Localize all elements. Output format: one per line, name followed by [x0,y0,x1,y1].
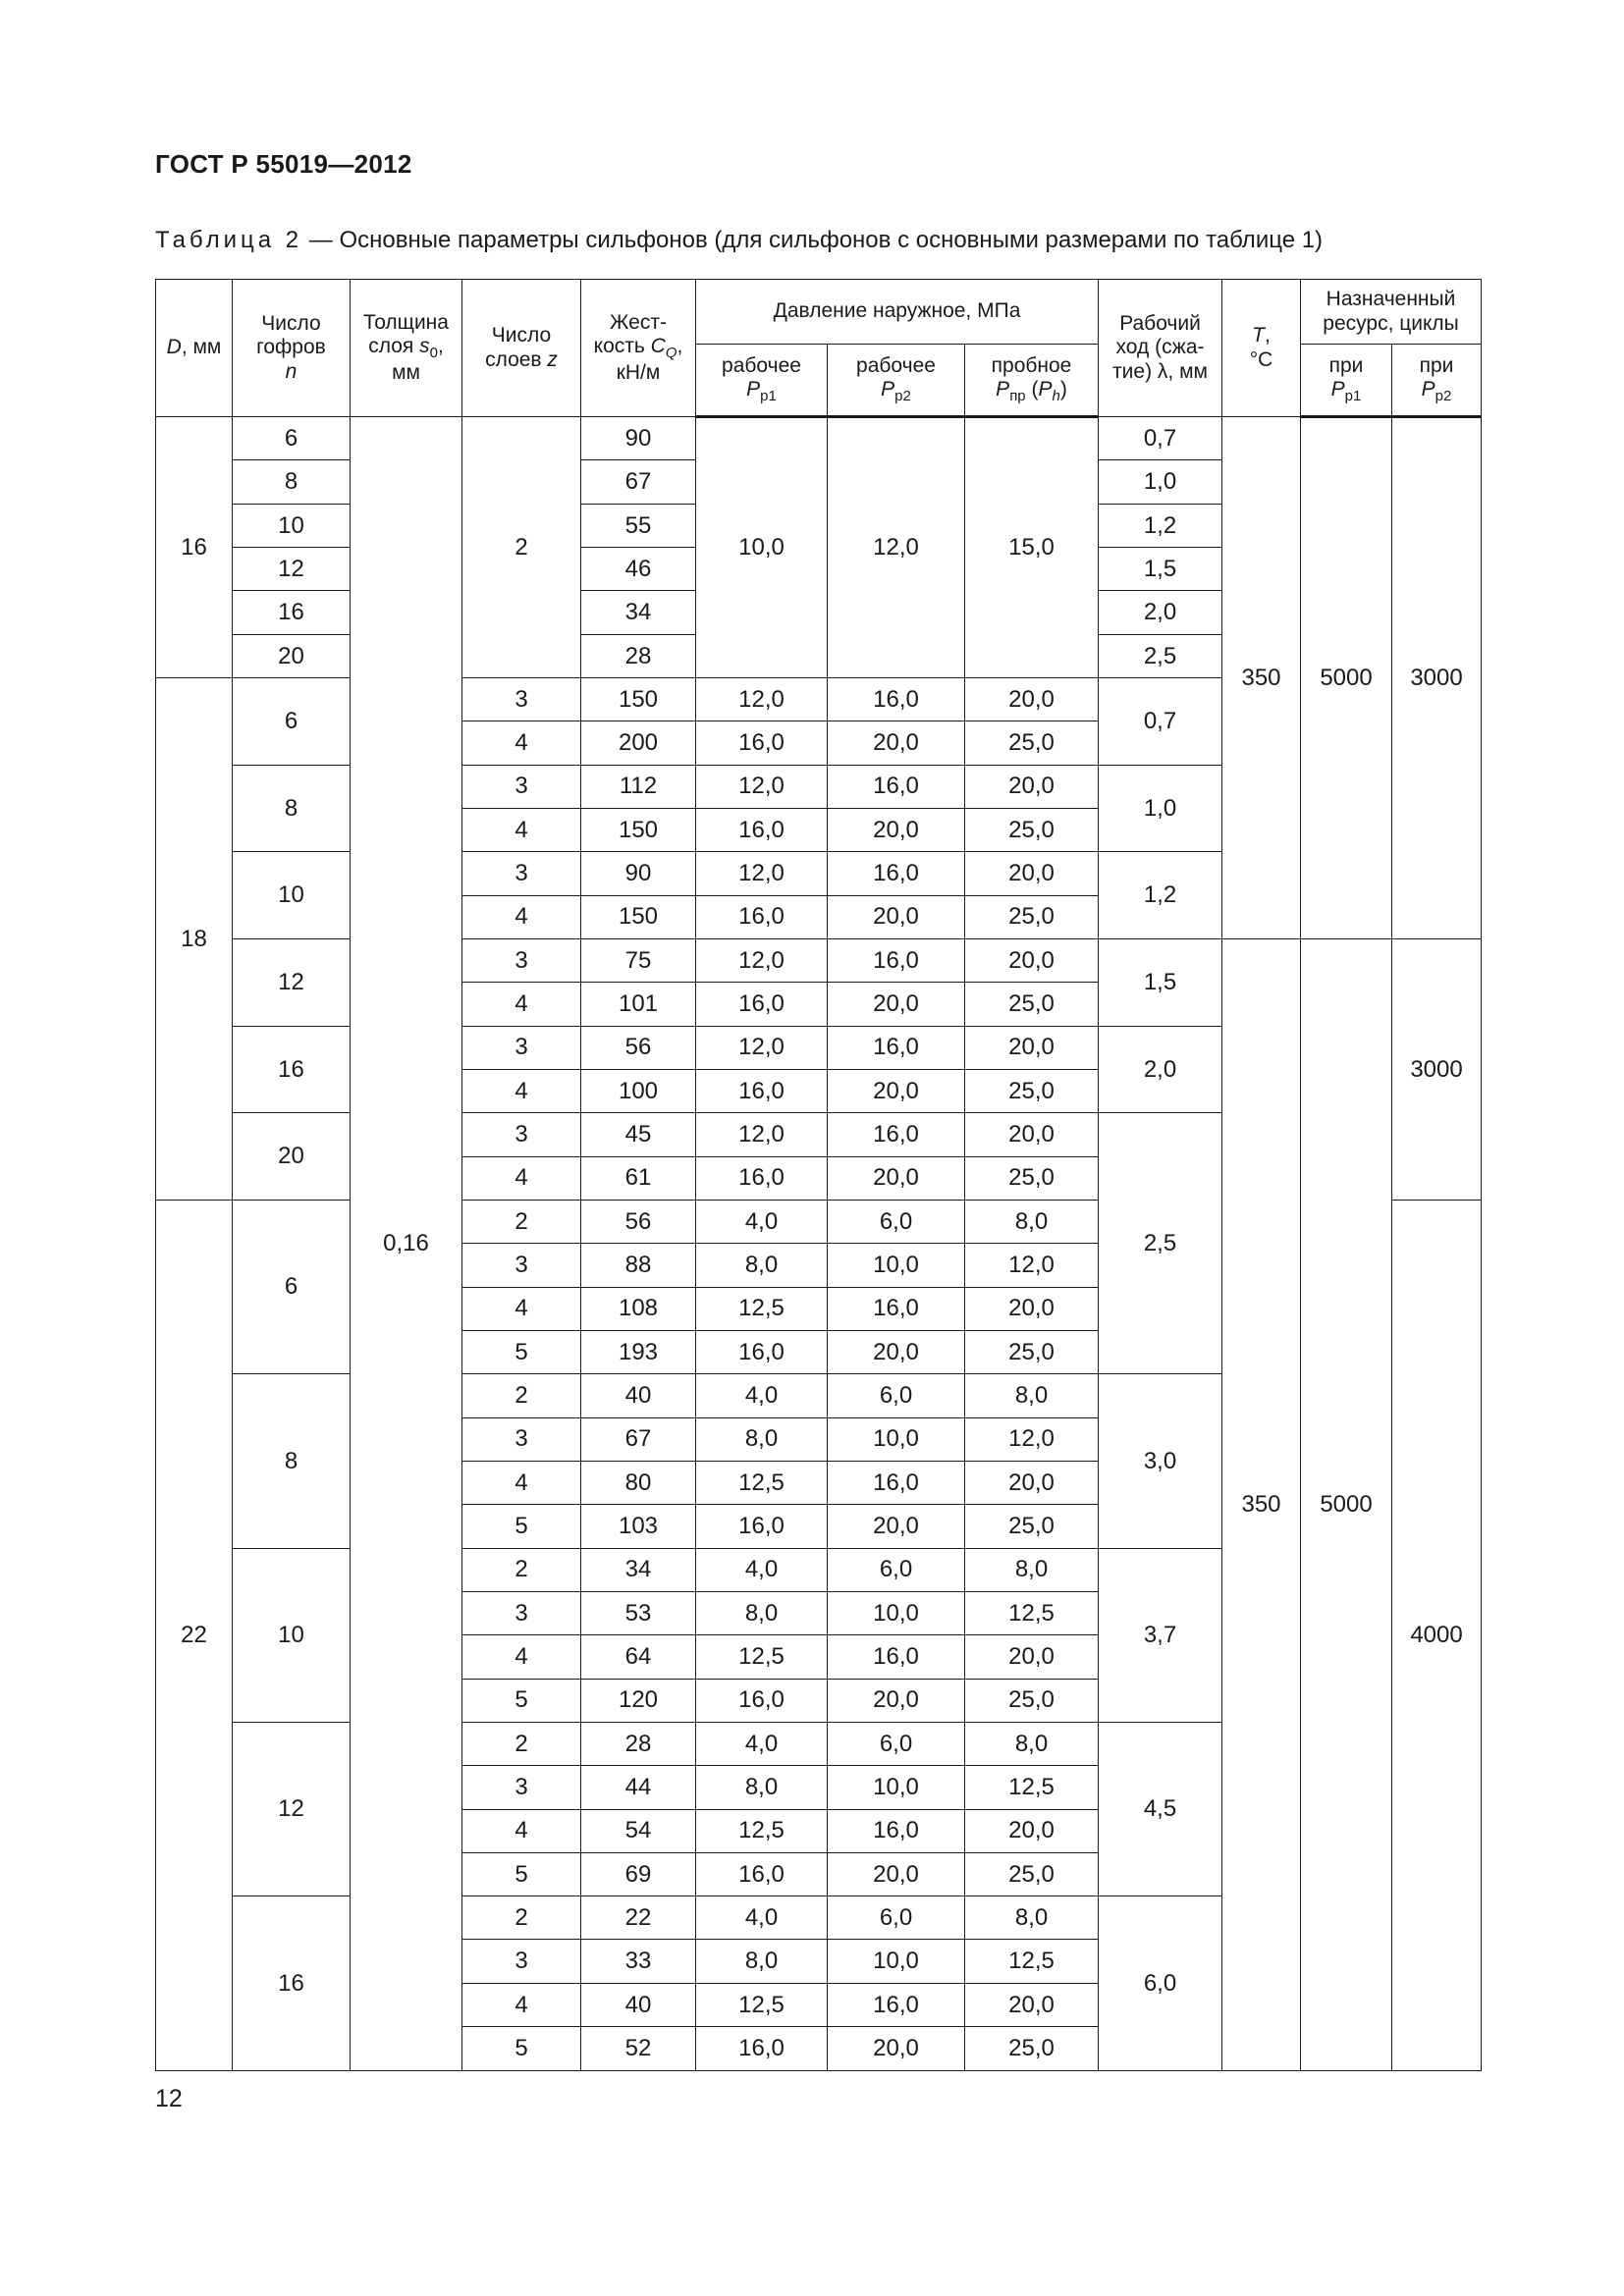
cell-z: 2 [462,417,581,678]
cell-n: 8 [233,460,351,504]
table-caption [155,227,1323,254]
page-number: 12 [155,2085,183,2112]
cell-pp1: 8,0 [696,1244,828,1287]
cell-cq: 34 [581,1548,696,1591]
cell-cq: 90 [581,417,696,460]
cell-cq: 55 [581,504,696,547]
cell-z: 2 [462,1200,581,1243]
cell-pp2: 16,0 [828,938,965,982]
caption-prefix: Таблица 2 [155,227,303,253]
cell-pp1: 8,0 [696,1417,828,1461]
cell-d: 16 [156,417,233,678]
cell-pp1: 16,0 [696,1852,828,1896]
cell-pp1: 16,0 [696,1679,828,1722]
cell-pp1: 16,0 [696,2027,828,2071]
cell-lambda: 2,5 [1099,1113,1222,1374]
cell-lambda: 0,7 [1099,677,1222,765]
cell-pp1: 4,0 [696,1896,828,1940]
cell-z: 3 [462,1766,581,1809]
cell-lambda: 1,0 [1099,460,1222,504]
table-body [156,417,1482,2071]
cell-z: 3 [462,1113,581,1156]
cell-pp1: 16,0 [696,721,828,765]
cell-cq: 61 [581,1156,696,1200]
cell-z: 4 [462,895,581,938]
cell-pp1: 12,0 [696,938,828,982]
cell-pp1: 4,0 [696,1200,828,1243]
cell-cq: 69 [581,1852,696,1896]
cell-cq: 54 [581,1809,696,1852]
header-resource-group: Назначенный ресурс, циклы [1301,280,1482,345]
cell-lambda: 1,5 [1099,938,1222,1026]
cell-ppr: 25,0 [965,2027,1099,2071]
cell-ppr: 8,0 [965,1896,1099,1940]
header-ppr: пробное $P_{пр}$ $(P_h)$ [965,345,1099,417]
cell-pp1: 16,0 [696,808,828,851]
cell-z: 3 [462,1940,581,1983]
cell-lambda: 1,5 [1099,547,1222,590]
cell-z: 4 [462,1069,581,1112]
cell-ppr: 25,0 [965,895,1099,938]
cell-cq: 101 [581,983,696,1026]
cell-pp2: 6,0 [828,1374,965,1417]
cell-lambda: 1,2 [1099,504,1222,547]
cell-z: 4 [462,983,581,1026]
cell-z: 3 [462,1417,581,1461]
cell-pp1: 12,5 [696,1287,828,1330]
cell-s0: 0,16 [351,417,462,2071]
cell-cq: 40 [581,1983,696,2026]
cell-ppr: 12,5 [965,1940,1099,1983]
cell-ppr: 8,0 [965,1200,1099,1243]
cell-ppr: 20,0 [965,938,1099,982]
cell-pp2: 16,0 [828,1026,965,1069]
cell-pp2: 12,0 [828,417,965,678]
cell-cq: 56 [581,1200,696,1243]
cell-z: 3 [462,1244,581,1287]
cell-ppr: 25,0 [965,1330,1099,1373]
cell-pp1: 8,0 [696,1940,828,1983]
cell-pp2: 20,0 [828,1069,965,1112]
cell-ppr: 25,0 [965,1069,1099,1112]
cell-ppr: 8,0 [965,1722,1099,1765]
cell-ppr: 25,0 [965,808,1099,851]
cell-pp1: 16,0 [696,1069,828,1112]
cell-lambda: 2,0 [1099,591,1222,634]
cell-cq: 34 [581,591,696,634]
cell-cq: 88 [581,1244,696,1287]
cell-n: 12 [233,1722,351,1896]
cell-ppr: 20,0 [965,1635,1099,1679]
cell-pp2: 20,0 [828,1505,965,1548]
cell-res-p1: 5000 [1301,938,1392,2070]
cell-cq: 40 [581,1374,696,1417]
cell-cq: 108 [581,1287,696,1330]
header-pressure-group: Давление наружное, МПа [696,280,1099,345]
cell-pp2: 16,0 [828,1287,965,1330]
cell-pp2: 6,0 [828,1548,965,1591]
cell-z: 3 [462,852,581,895]
cell-z: 2 [462,1722,581,1765]
cell-cq: 22 [581,1896,696,1940]
cell-pp1: 12,0 [696,852,828,895]
cell-cq: 67 [581,1417,696,1461]
cell-pp1: 8,0 [696,1591,828,1634]
cell-pp2: 10,0 [828,1591,965,1634]
cell-n: 16 [233,1026,351,1113]
cell-z: 5 [462,2027,581,2071]
cell-ppr: 20,0 [965,1461,1099,1504]
cell-cq: 103 [581,1505,696,1548]
cell-pp2: 20,0 [828,895,965,938]
cell-pp1: 16,0 [696,895,828,938]
cell-z: 5 [462,1852,581,1896]
cell-n: 10 [233,1548,351,1722]
cell-cq: 150 [581,808,696,851]
cell-pp2: 6,0 [828,1200,965,1243]
cell-res-p2: 3000 [1392,938,1482,1200]
header-pp1: рабочее $P_{р1}$ [696,345,828,417]
cell-z: 5 [462,1330,581,1373]
caption-text: — Основные параметры сильфонов (для сильфонов с основными размерами по таблице 1) [302,227,1324,253]
cell-pp2: 20,0 [828,1330,965,1373]
header-res-p1: при $P_{р1}$ [1301,345,1392,417]
cell-ppr: 20,0 [965,1287,1099,1330]
cell-ppr: 20,0 [965,765,1099,808]
cell-ppr: 12,0 [965,1244,1099,1287]
cell-lambda: 1,2 [1099,852,1222,939]
cell-cq: 53 [581,1591,696,1634]
cell-cq: 64 [581,1635,696,1679]
cell-lambda: 3,7 [1099,1548,1222,1722]
cell-pp2: 16,0 [828,765,965,808]
header-lambda: Рабочий ход (сжа- тие) λ, мм [1099,280,1222,417]
cell-pp2: 10,0 [828,1940,965,1983]
cell-pp1: 12,0 [696,677,828,721]
cell-n: 16 [233,1896,351,2071]
cell-ppr: 12,0 [965,1417,1099,1461]
table-row [156,417,1482,460]
cell-d: 22 [156,1200,233,2070]
cell-z: 3 [462,765,581,808]
cell-z: 5 [462,1505,581,1548]
cell-ppr: 12,5 [965,1766,1099,1809]
cell-n: 10 [233,504,351,547]
cell-pp1: 12,5 [696,1635,828,1679]
cell-ppr: 20,0 [965,852,1099,895]
cell-res-p2: 3000 [1392,417,1482,939]
cell-cq: 56 [581,1026,696,1069]
cell-z: 2 [462,1374,581,1417]
cell-pp2: 20,0 [828,2027,965,2071]
cell-pp1: 12,5 [696,1809,828,1852]
cell-lambda: 2,0 [1099,1026,1222,1113]
cell-pp2: 20,0 [828,1679,965,1722]
cell-res-p1: 5000 [1301,417,1392,939]
cell-lambda: 3,0 [1099,1374,1222,1548]
cell-pp1: 12,5 [696,1461,828,1504]
cell-n: 20 [233,1113,351,1201]
cell-n: 6 [233,1200,351,1373]
cell-n: 20 [233,634,351,677]
cell-ppr: 25,0 [965,1679,1099,1722]
cell-ppr: 8,0 [965,1374,1099,1417]
cell-pp1: 12,0 [696,765,828,808]
cell-cq: 44 [581,1766,696,1809]
cell-pp2: 20,0 [828,1156,965,1200]
cell-n: 8 [233,765,351,852]
cell-pp1: 12,0 [696,1113,828,1156]
cell-lambda: 0,7 [1099,417,1222,460]
header-res-p2: при $P_{р2}$ [1392,345,1482,417]
cell-pp1: 8,0 [696,1766,828,1809]
cell-pp2: 16,0 [828,852,965,895]
cell-ppr: 12,5 [965,1591,1099,1634]
cell-pp1: 12,5 [696,1983,828,2026]
cell-t: 350 [1222,417,1301,939]
cell-ppr: 8,0 [965,1548,1099,1591]
cell-z: 3 [462,938,581,982]
cell-pp2: 16,0 [828,677,965,721]
cell-cq: 28 [581,1722,696,1765]
cell-pp2: 20,0 [828,983,965,1026]
cell-cq: 52 [581,2027,696,2071]
cell-pp1: 16,0 [696,1156,828,1200]
header-t: T, °C [1222,280,1301,417]
cell-n: 6 [233,417,351,460]
cell-pp1: 16,0 [696,983,828,1026]
cell-ppr: 20,0 [965,1809,1099,1852]
cell-ppr: 25,0 [965,983,1099,1026]
cell-cq: 67 [581,460,696,504]
cell-cq: 100 [581,1069,696,1112]
cell-z: 4 [462,1156,581,1200]
cell-pp2: 10,0 [828,1766,965,1809]
cell-n: 12 [233,547,351,590]
cell-pp2: 16,0 [828,1113,965,1156]
cell-n: 6 [233,677,351,765]
cell-cq: 45 [581,1113,696,1156]
cell-cq: 200 [581,721,696,765]
cell-pp2: 20,0 [828,721,965,765]
cell-z: 5 [462,1679,581,1722]
cell-pp1: 10,0 [696,417,828,678]
cell-n: 12 [233,938,351,1026]
cell-cq: 193 [581,1330,696,1373]
cell-z: 4 [462,1287,581,1330]
cell-cq: 75 [581,938,696,982]
cell-pp2: 6,0 [828,1896,965,1940]
cell-pp1: 16,0 [696,1330,828,1373]
cell-z: 3 [462,1026,581,1069]
cell-ppr: 20,0 [965,1113,1099,1156]
cell-pp2: 16,0 [828,1809,965,1852]
cell-n: 16 [233,591,351,634]
header-d: D, мм [156,280,233,417]
cell-pp2: 6,0 [828,1722,965,1765]
header-n: Число гофров n [233,280,351,417]
cell-pp1: 4,0 [696,1374,828,1417]
cell-ppr: 20,0 [965,1983,1099,2026]
cell-ppr: 25,0 [965,721,1099,765]
cell-z: 2 [462,1896,581,1940]
cell-ppr: 25,0 [965,1156,1099,1200]
cell-pp1: 12,0 [696,1026,828,1069]
cell-cq: 150 [581,895,696,938]
cell-lambda: 6,0 [1099,1896,1222,2071]
cell-pp2: 20,0 [828,1852,965,1896]
cell-pp2: 16,0 [828,1635,965,1679]
cell-z: 4 [462,1635,581,1679]
cell-res-p2: 4000 [1392,1200,1482,2070]
cell-cq: 112 [581,765,696,808]
cell-pp2: 10,0 [828,1244,965,1287]
header-cq: Жест- кость $C_Q$, кН/м [581,280,696,417]
cell-z: 4 [462,1983,581,2026]
cell-ppr: 25,0 [965,1852,1099,1896]
header-pp2: рабочее $P_{р2}$ [828,345,965,417]
cell-pp2: 16,0 [828,1983,965,2026]
cell-ppr: 20,0 [965,677,1099,721]
cell-n: 8 [233,1374,351,1548]
bellows-parameters-table [155,279,1482,2071]
cell-t: 350 [1222,938,1301,2070]
cell-cq: 46 [581,547,696,590]
cell-d: 18 [156,677,233,1200]
cell-z: 4 [462,1809,581,1852]
cell-cq: 120 [581,1679,696,1722]
cell-pp1: 16,0 [696,1505,828,1548]
document-header: ГОСТ Р 55019—2012 [155,149,412,179]
cell-pp2: 20,0 [828,808,965,851]
cell-pp1: 4,0 [696,1722,828,1765]
cell-z: 4 [462,808,581,851]
cell-ppr: 20,0 [965,1026,1099,1069]
cell-pp2: 10,0 [828,1417,965,1461]
cell-lambda: 4,5 [1099,1722,1222,1896]
cell-cq: 33 [581,1940,696,1983]
cell-cq: 28 [581,634,696,677]
cell-cq: 90 [581,852,696,895]
cell-z: 4 [462,721,581,765]
cell-n: 10 [233,852,351,939]
cell-pp1: 4,0 [696,1548,828,1591]
cell-z: 2 [462,1548,581,1591]
header-z: Число слоев z [462,280,581,417]
cell-cq: 150 [581,677,696,721]
cell-cq: 80 [581,1461,696,1504]
cell-z: 3 [462,677,581,721]
header-s0: Толщина слоя $s_0$, мм [351,280,462,417]
cell-lambda: 2,5 [1099,634,1222,677]
cell-lambda: 1,0 [1099,765,1222,852]
cell-z: 3 [462,1591,581,1634]
cell-ppr: 15,0 [965,417,1099,678]
cell-pp2: 16,0 [828,1461,965,1504]
cell-z: 4 [462,1461,581,1504]
cell-ppr: 25,0 [965,1505,1099,1548]
